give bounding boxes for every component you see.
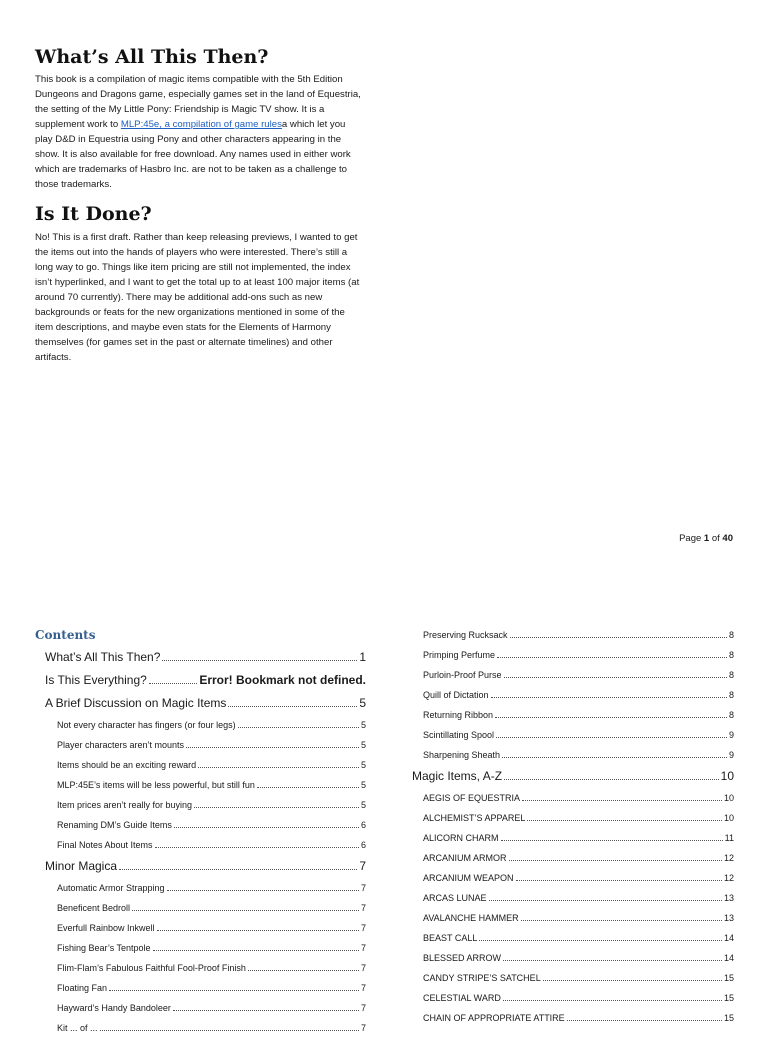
toc-left-column [35,646,366,1038]
toc-entry-page: 7 [359,859,366,873]
toc-dot-leader [516,874,722,881]
is-it-done-paragraph: No! This is a first draft. Rather than keep releasing previews, I wanted to get the items out into the hands of players who were interested. There’s still a long way to go. Things like item pricing are still not implemented, the index isn’t hyperlinked, and I want to get the total up to at least 100 major items (at around 70 currently). There may be additional add-ons such as new backgrounds or feats for the new organizations mentioned in some of the item descriptions, and maybe even stats for the Elements of Harmony themselves (for games set in the past or alternate timelines) and other artifacts. [35,232,360,363]
toc-dot-leader [257,781,359,788]
toc-dot-leader [100,1024,359,1031]
section-heading-is-it-done: Is It Done? [35,203,152,225]
toc-entry[interactable] [412,808,734,828]
toc-entry-label: Fishing Bear’s Tentpole [57,943,151,953]
toc-entry-label: Purloin-Proof Purse [423,670,502,680]
toc-dot-leader [497,651,727,658]
toc-entry-page: 5 [360,780,366,790]
toc-dot-leader [567,1014,722,1021]
toc-entry[interactable] [412,908,734,928]
toc-entry-page: 5 [359,696,366,710]
toc-entry-page: 7 [360,963,366,973]
toc-dot-leader [522,794,722,801]
toc-entry[interactable] [35,646,366,669]
toc-entry-page: 8 [728,690,734,700]
toc-dot-leader [155,841,359,848]
toc-entry-label: BEAST CALL [423,933,478,943]
toc-entry-label: Hayward’s Handy Bandoleer [57,1003,171,1013]
toc-entry-label: Item prices aren’t really for buying [57,800,193,810]
toc-entry[interactable] [35,692,366,715]
toc-dot-leader [228,698,357,707]
toc-dot-leader [509,854,722,861]
toc-dot-leader [521,914,722,921]
toc-entry-page: 8 [728,630,734,640]
toc-entry-label: Everfull Rainbow Inkwell [57,923,155,933]
toc-entry[interactable] [412,645,734,665]
toc-entry-label: Kit ... of ... [57,1023,98,1033]
toc-dot-leader [527,814,722,821]
toc-entry-label: ARCANIUM WEAPON [423,873,514,883]
toc-entry-label: Scintillating Spool [423,730,495,740]
toc-entry-label: ALCHEMIST’S APPAREL [423,813,526,823]
toc-dot-leader [489,894,722,901]
toc-entry-page: 7 [360,1023,366,1033]
toc-dot-leader [198,761,359,768]
toc-entry[interactable] [412,868,734,888]
toc-entry-page: 8 [728,710,734,720]
intro-paragraph [35,72,365,192]
toc-dot-leader [162,652,357,661]
toc-dot-leader [186,741,359,748]
toc-entry-page: 7 [360,903,366,913]
toc-dot-leader [503,954,722,961]
toc-dot-leader [149,675,197,684]
toc-entry-page: 8 [728,650,734,660]
toc-entry-page: 5 [360,760,366,770]
toc-entry-page: 1 [359,650,366,664]
toc-dot-leader [510,631,727,638]
toc-entry[interactable] [35,898,366,918]
toc-entry-label: AVALANCHE HAMMER [423,913,519,923]
toc-entry-label: Not every character has fingers (or four legs) [57,720,236,730]
toc-entry[interactable] [35,878,366,898]
toc-dot-leader [495,711,727,718]
toc-entry[interactable] [412,685,734,705]
toc-entry[interactable] [35,775,366,795]
toc-entry-page: 10 [723,813,734,823]
toc-entry[interactable] [412,765,734,788]
toc-entry[interactable] [35,735,366,755]
toc-entry[interactable] [35,938,366,958]
toc-entry-label: ALICORN CHARM [423,833,499,843]
toc-entry-page: 14 [723,953,734,963]
toc-entry-label: ARCANIUM ARMOR [423,853,507,863]
toc-entry[interactable] [35,855,366,878]
toc-entry-label: Flim-Flam’s Fabulous Faithful Fool-Proof Finish [57,963,246,973]
page-number-footer [679,533,733,544]
toc-entry-page: 7 [360,923,366,933]
toc-entry[interactable] [412,725,734,745]
toc-dot-leader [157,924,359,931]
page-word: Page [679,533,702,544]
toc-entry-label: AEGIS OF EQUESTRIA [423,793,521,803]
toc-entry-page: 12 [723,873,734,883]
toc-dot-leader [502,751,727,758]
toc-entry-label: Quill of Dictation [423,690,489,700]
toc-entry-label: ARCAS LUNAE [423,893,487,903]
toc-entry-label: CANDY STRIPE’S SATCHEL [423,973,541,983]
contents-title: Contents [35,628,96,642]
toc-entry-page: 6 [360,820,366,830]
toc-dot-leader [248,964,359,971]
toc-entry-label: Is This Everything? [45,673,147,687]
toc-entry-label: Beneficent Bedroll [57,903,131,913]
toc-entry-page: 15 [723,1013,734,1023]
toc-entry-page: 6 [360,840,366,850]
toc-dot-leader [153,944,359,951]
toc-entry-page: 10 [723,793,734,803]
toc-dot-leader [504,771,719,780]
toc-entry-label: Returning Ribbon [423,710,494,720]
toc-dot-leader [496,731,727,738]
toc-dot-leader [491,691,727,698]
intro-text-start: This book is a compilation of magic items compatible with the 5th Edition Dungeons and Dragons game, especially games set in the land of Equestria, the setting of the My Little Pony: Friendship is Magic TV show. It is a supplement work to [35,74,361,130]
toc-entry-page: 13 [723,893,734,903]
toc-dot-leader [132,904,359,911]
toc-entry-page: 15 [723,973,734,983]
toc-dot-leader [503,994,722,1001]
toc-entry-label: What’s All This Then? [45,650,161,664]
toc-entry[interactable] [35,835,366,855]
toc-entry-label: Automatic Armor Strapping [57,883,165,893]
toc-entry-page: 7 [360,983,366,993]
toc-entry-label: Preserving Rucksack [423,630,508,640]
toc-dot-leader [119,861,357,870]
toc-entry-label: Magic Items, A-Z [412,769,503,783]
mlp45e-rules-link[interactable]: MLP:45e, a compilation of game rules [120,119,282,130]
toc-entry[interactable] [35,1018,366,1038]
toc-entry[interactable] [35,795,366,815]
toc-dot-leader [504,671,727,678]
toc-entry-label: Player characters aren’t mounts [57,740,185,750]
toc-entry-page: 5 [360,800,366,810]
toc-entry[interactable] [412,948,734,968]
toc-entry-page: 9 [728,750,734,760]
toc-entry-label: A Brief Discussion on Magic Items [45,696,227,710]
toc-entry[interactable] [412,625,734,645]
toc-dot-leader [167,884,359,891]
toc-entry-page: 15 [723,993,734,1003]
toc-entry-page: 13 [723,913,734,923]
toc-entry-label: Sharpening Sheath [423,750,501,760]
toc-entry[interactable] [35,669,366,692]
toc-entry-page: 5 [360,740,366,750]
toc-entry-page: 11 [724,833,734,843]
toc-entry-label: Items should be an exciting reward [57,760,197,770]
toc-entry[interactable] [412,828,734,848]
section-heading-whats-all-this-then: What’s All This Then? [35,46,269,68]
toc-entry-page: 10 [720,769,734,783]
toc-entry[interactable] [412,705,734,725]
toc-right-column [412,625,734,1028]
toc-entry-page: 8 [728,670,734,680]
toc-entry[interactable] [412,968,734,988]
toc-entry[interactable] [412,848,734,868]
current-page: 1 [703,533,710,544]
toc-entry[interactable] [412,665,734,685]
toc-dot-leader [109,984,359,991]
toc-entry-page: 5 [360,720,366,730]
toc-entry-label: Minor Magica [45,859,118,873]
toc-entry[interactable] [412,928,734,948]
toc-entry-label: BLESSED ARROW [423,953,502,963]
toc-entry-page: 7 [360,943,366,953]
toc-entry-page: 14 [723,933,734,943]
toc-entry[interactable] [35,918,366,938]
toc-entry[interactable] [412,988,734,1008]
toc-entry[interactable] [412,788,734,808]
toc-entry-page: 12 [723,853,734,863]
toc-entry[interactable] [412,1008,734,1028]
toc-entry-page: 7 [360,1003,366,1013]
toc-entry-label: Final Notes About Items [57,840,153,850]
intro-text-end: a which let you play D&D in Equestria using Pony and other characters appearing in the show. It is also available for free download. Any names used in either work which are trademarks of Hasbro Inc. are not to be taken as a challenge to those trademarks. [35,119,351,190]
toc-dot-leader [543,974,722,981]
toc-dot-leader [174,821,359,828]
toc-entry[interactable] [412,745,734,765]
toc-dot-leader [238,721,359,728]
toc-dot-leader [194,801,359,808]
of-word: of [711,533,720,544]
toc-entry-label: CELESTIAL WARD [423,993,501,1003]
toc-entry[interactable] [35,755,366,775]
toc-entry-error: Error! Bookmark not defined. [199,673,366,687]
toc-dot-leader [501,834,723,841]
toc-entry[interactable] [35,978,366,998]
toc-entry-page: 9 [728,730,734,740]
toc-entry[interactable] [35,958,366,978]
toc-entry[interactable] [35,715,366,735]
total-pages: 40 [722,533,733,544]
toc-entry[interactable] [35,998,366,1018]
toc-entry[interactable] [35,815,366,835]
toc-entry-label: Renaming DM’s Guide Items [57,820,172,830]
document-page-2 [0,590,768,1033]
toc-entry-page: 7 [360,883,366,893]
toc-dot-leader [479,934,722,941]
toc-dot-leader [173,1004,359,1011]
toc-entry-label: Primping Perfume [423,650,496,660]
toc-entry-label: Floating Fan [57,983,108,993]
toc-entry-label: CHAIN OF APPROPRIATE ATTIRE [423,1013,565,1023]
toc-entry[interactable] [412,888,734,908]
toc-entry-label: MLP:45E’s items will be less powerful, but still fun [57,780,255,790]
